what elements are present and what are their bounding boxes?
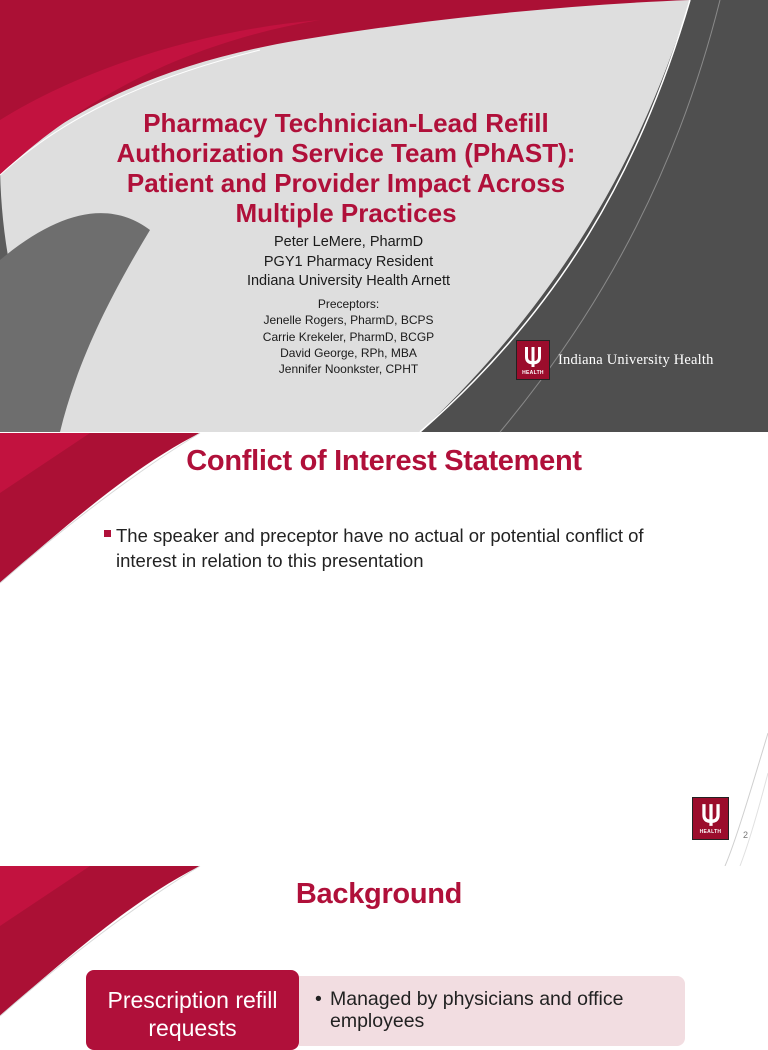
square-bullet-icon (104, 530, 111, 537)
background-slide (0, 866, 768, 1041)
trident-icon (516, 340, 550, 380)
iu-health-logo (516, 340, 714, 380)
list-item (315, 988, 685, 1032)
slide-title: Conflict of Interest Statement (186, 445, 582, 477)
preceptor-item: Jennifer Noonkster, CPHT (278, 362, 419, 377)
bullet-list (104, 523, 664, 573)
bullet-dot-icon: • (315, 988, 322, 1010)
preceptor-item: David George, RPh, MBA (280, 345, 417, 360)
presenter-name: Peter LeMere, PharmD (273, 234, 424, 250)
list-item (104, 523, 664, 573)
presenter-organization: Indiana University Health Arnett (246, 273, 451, 289)
trident-icon (692, 797, 729, 840)
logo-badge-text: HEALTH (699, 829, 722, 835)
bullet-text: Managed by physicians and office employees (330, 988, 624, 1032)
presentation-title: Pharmacy Technician-Lead Refill Authorization Service Team (PhAST): Patient and Provider Impact Across Multiple Practices (116, 108, 576, 228)
description-panel (299, 976, 685, 1046)
topic-box: Prescription refill requests (86, 970, 299, 1050)
presenter-role: PGY1 Pharmacy Resident (263, 253, 434, 270)
preceptors-list (220, 296, 477, 377)
conflict-slide (0, 433, 768, 866)
title-slide (0, 0, 768, 432)
presenter-info (200, 233, 497, 292)
logo-badge-text: HEALTH (522, 369, 544, 376)
iu-health-logo-small (692, 797, 729, 840)
logo-wordmark: Indiana University Health (558, 351, 714, 368)
conflict-slide-background (0, 433, 768, 866)
preceptor-item: Jenelle Rogers, PharmD, BCPS (263, 313, 434, 328)
preceptor-item: Carrie Krekeler, PharmD, BCGP (262, 329, 435, 344)
page-number: 2 (743, 830, 749, 840)
bullet-text: The speaker and preceptor have no actual or potential conflict of interest in relation to this presentation (116, 525, 644, 571)
slide-title: Background (295, 878, 463, 910)
preceptors-heading: Preceptors: (317, 297, 380, 311)
